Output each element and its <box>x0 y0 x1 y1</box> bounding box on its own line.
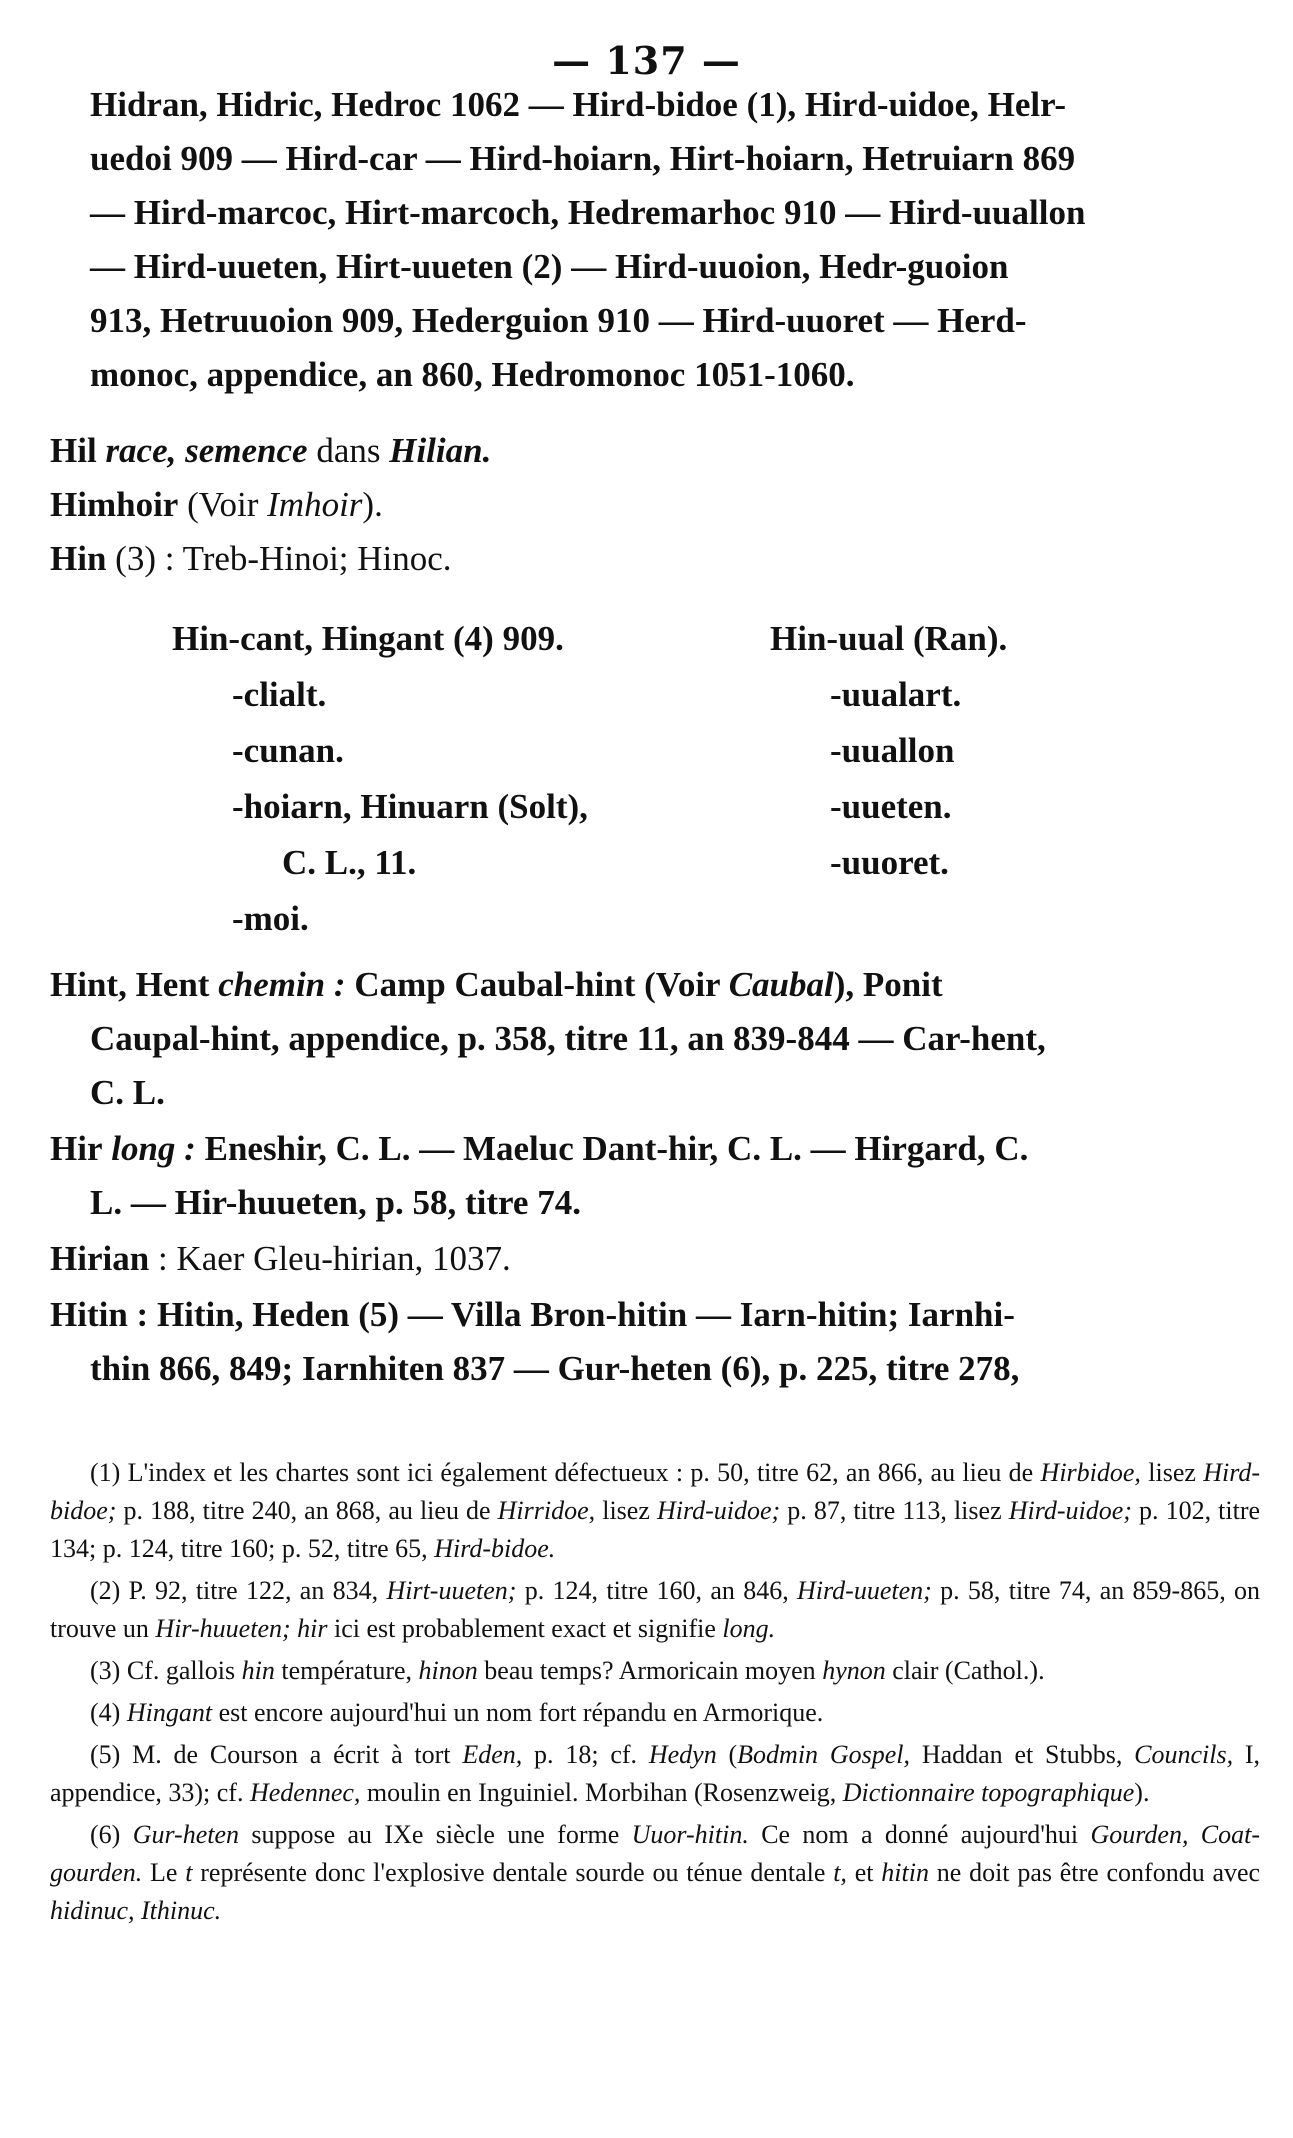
headword: Hitin : <box>50 1295 149 1334</box>
text-line: Hidran, Hidric, Hedroc 1062 — Hird-bidoe (1), Hird-uidoe, Helr- <box>90 85 1067 124</box>
footnote-text: lisez <box>602 1496 650 1525</box>
gloss: chemin : <box>218 965 346 1004</box>
footnote-italic: hidinuc, Ithinuc. <box>50 1896 222 1925</box>
footnote-text: p. 87, titre 113, lisez <box>787 1496 1002 1525</box>
text-line: — Hird-uueten, Hirt-uueten (2) — Hird-uuoion, Hedr-guoion <box>90 247 1009 286</box>
footnote-text: Le <box>150 1858 178 1887</box>
footnote-italic: Hedennec, <box>249 1778 361 1807</box>
column-item: Hin-cant, Hingant (4) 909. <box>172 619 564 658</box>
footnote-italic: Eden, <box>462 1740 523 1769</box>
footnote-italic: hynon <box>822 1656 886 1685</box>
footnote-4 <box>50 1694 1260 1732</box>
entry-text: Hitin, Heden (5) — Villa Bron-hitin — Iarn-hitin; Iarnhi- <box>156 1295 1015 1334</box>
footnote-text: Haddan et Stubbs, <box>921 1740 1123 1769</box>
footnote-text: p. 102, titre 134; p. 124, titre 160; p. 52, titre 65, <box>50 1496 1261 1563</box>
footnote-text: (4) <box>90 1698 121 1727</box>
hin-column-left <box>172 611 732 947</box>
text-line: thin 866, 849; Iarnhiten 837 — Gur-heten (6), p. 225, titre 278, <box>90 1349 1020 1388</box>
column-item: Hin-uual (Ran). <box>770 619 1008 658</box>
cross-reference: Imhoir <box>267 485 363 524</box>
footnote-text: Ce nom a donné aujourd'hui <box>761 1820 1079 1849</box>
footnote-text: clair (Cathol.). <box>892 1656 1045 1685</box>
footnote-italic: long. <box>722 1614 776 1643</box>
hitin-entry <box>50 1288 1260 1396</box>
footnote-6 <box>50 1816 1260 1930</box>
footnote-italic: Bodmin Gospel, <box>737 1740 911 1769</box>
footnote-text: ). <box>1134 1778 1150 1807</box>
footnote-1 <box>50 1454 1260 1568</box>
footnote-text: (5) M. de Courson a écrit à tort <box>90 1740 451 1769</box>
footnote-italic: t, <box>833 1858 847 1887</box>
text-line: 913, Hetruuoion 909, Hederguion 910 — Hird-uuoret — Herd- <box>90 301 1027 340</box>
footnote-italic: hir <box>297 1614 328 1643</box>
footnote-text: ici est probablement exact et signifie <box>333 1614 716 1643</box>
footnote-italic: Hingant <box>126 1698 213 1727</box>
footnote-italic: Gourden, Coat-gourden. <box>50 1820 1261 1887</box>
entry-text: ), Ponit <box>833 965 943 1004</box>
footnote-text: température, <box>281 1656 413 1685</box>
footnote-italic: Hird-uueten; <box>797 1576 932 1605</box>
hir-entry <box>50 1122 1260 1230</box>
footnote-3 <box>50 1652 1260 1690</box>
headword: Himhoir <box>50 485 179 524</box>
footnote-italic: Dictionnaire topographique <box>842 1778 1135 1807</box>
entry-text: Eneshir, C. L. — Maeluc Dant-hir, C. L. — Hirgard, C. <box>204 1129 1029 1168</box>
entry-text: dans <box>316 431 381 470</box>
footnote-text: (6) <box>90 1820 121 1849</box>
footnote-text: et <box>854 1858 874 1887</box>
footnote-text: p. 188, titre 240, an 868, au lieu de <box>123 1496 491 1525</box>
footnote-italic: Hirt-uueten; <box>386 1576 517 1605</box>
column-item: -hoiarn, Hinuarn (Solt), <box>232 787 588 826</box>
footnote-italic: Uuor-hitin. <box>631 1820 749 1849</box>
footnote-text: I, appendice, 33); cf. <box>50 1740 1261 1807</box>
footnote-italic: Hedyn <box>648 1740 717 1769</box>
footnote-text: ne doit pas être confondu avec <box>936 1858 1261 1887</box>
footnote-italic: Hird-bidoe. <box>434 1534 556 1563</box>
column-item: -cunan. <box>232 731 344 770</box>
footnote-text: p. 58, titre 74, an 859-865, on trouve un <box>50 1576 1261 1643</box>
hirian-entry <box>50 1232 1260 1286</box>
footnote-text: lisez <box>1148 1458 1196 1487</box>
column-item: -uueten. <box>830 787 952 826</box>
footnote-italic: Hird-bidoe; <box>50 1458 1261 1525</box>
column-item: -uuoret. <box>830 843 949 882</box>
text-line: — Hird-marcoc, Hirt-marcoch, Hedremarhoc 910 — Hird-uuallon <box>90 193 1086 232</box>
footnote-italic: hitin <box>881 1858 929 1887</box>
text-line: L. — Hir-huueten, p. 58, titre 74. <box>90 1183 581 1222</box>
hint-entry <box>50 958 1260 1120</box>
gloss: long : <box>111 1129 196 1168</box>
headword: Hil <box>50 431 97 470</box>
gloss: race, semence <box>105 431 308 470</box>
footnote-italic: hinon <box>418 1656 478 1685</box>
footnote-italic: hin <box>241 1656 275 1685</box>
headword: Hint, Hent <box>50 965 210 1004</box>
footnotes <box>50 1454 1260 1934</box>
headword: Hin <box>50 539 107 578</box>
page-number: — 137 — <box>552 38 741 83</box>
cross-reference: Hilian. <box>389 431 492 470</box>
footnote-italic: Hirridoe, <box>497 1496 596 1525</box>
entry-text: ). <box>362 485 383 524</box>
text-line: monoc, appendice, an 860, Hedromonoc 1051-1060. <box>90 355 855 394</box>
entry-text: Camp Caubal-hint (Voir <box>354 965 720 1004</box>
column-item: -moi. <box>232 899 309 938</box>
column-item: -uualart. <box>830 675 962 714</box>
footnote-text: p. 18; cf. <box>534 1740 638 1769</box>
column-item: C. L., 11. <box>282 843 417 882</box>
footnote-italic: Gur-heten <box>132 1820 240 1849</box>
footnote-text: ( <box>728 1740 738 1769</box>
cross-reference: Caubal <box>728 965 834 1004</box>
headword: Hirian <box>50 1239 150 1278</box>
headword: Hir <box>50 1129 103 1168</box>
entry-text: (3) : Treb-Hinoi; Hinoc. <box>115 539 452 578</box>
entry-text: : Kaer Gleu-hirian, 1037. <box>157 1239 511 1278</box>
text-line: Caupal-hint, appendice, p. 358, titre 11, an 839-844 — Car-hent, <box>90 1019 1046 1058</box>
hin-entry <box>50 532 1260 586</box>
footnote-text: p. 124, titre 160, an 846, <box>524 1576 789 1605</box>
text-line: C. L. <box>90 1073 165 1112</box>
column-item: -uuallon <box>830 731 955 770</box>
footnote-text: (3) Cf. gallois <box>90 1656 236 1685</box>
footnote-2 <box>50 1572 1260 1648</box>
footnote-italic: Hirbidoe, <box>1040 1458 1141 1487</box>
footnote-text: beau temps? Armoricain moyen <box>484 1656 816 1685</box>
footnote-italic: Hir-huueten; <box>155 1614 291 1643</box>
footnote-text: moulin en Inguiniel. Morbihan (Rosenzweig, <box>366 1778 837 1807</box>
footnote-text: est encore aujourd'hui un nom fort répandu en Armorique. <box>218 1698 824 1727</box>
entry-text: (Voir <box>187 485 259 524</box>
text-line: uedoi 909 — Hird-car — Hird-hoiarn, Hirt-hoiarn, Hetruiarn 869 <box>90 139 1076 178</box>
footnote-5 <box>50 1736 1260 1812</box>
footnote-italic: Councils, <box>1134 1740 1234 1769</box>
footnote-text: (1) L'index et les chartes sont ici également défectueux : p. 50, titre 62, an 866, au lieu de <box>90 1458 1034 1487</box>
footnote-text: représente donc l'explosive dentale sourde ou ténue dentale <box>200 1858 826 1887</box>
footnote-text: suppose au IXe siècle une forme <box>251 1820 620 1849</box>
footnote-italic: Hird-uidoe; <box>1008 1496 1132 1525</box>
hidran-entry <box>50 78 1260 402</box>
footnote-italic: t <box>185 1858 193 1887</box>
footnote-italic: Hird-uidoe; <box>656 1496 781 1525</box>
hin-column-right <box>770 611 1190 891</box>
footnote-text: (2) P. 92, titre 122, an 834, <box>90 1576 379 1605</box>
hil-entry <box>50 424 1260 478</box>
column-item: -clialt. <box>232 675 327 714</box>
himhoir-entry <box>50 478 1260 532</box>
